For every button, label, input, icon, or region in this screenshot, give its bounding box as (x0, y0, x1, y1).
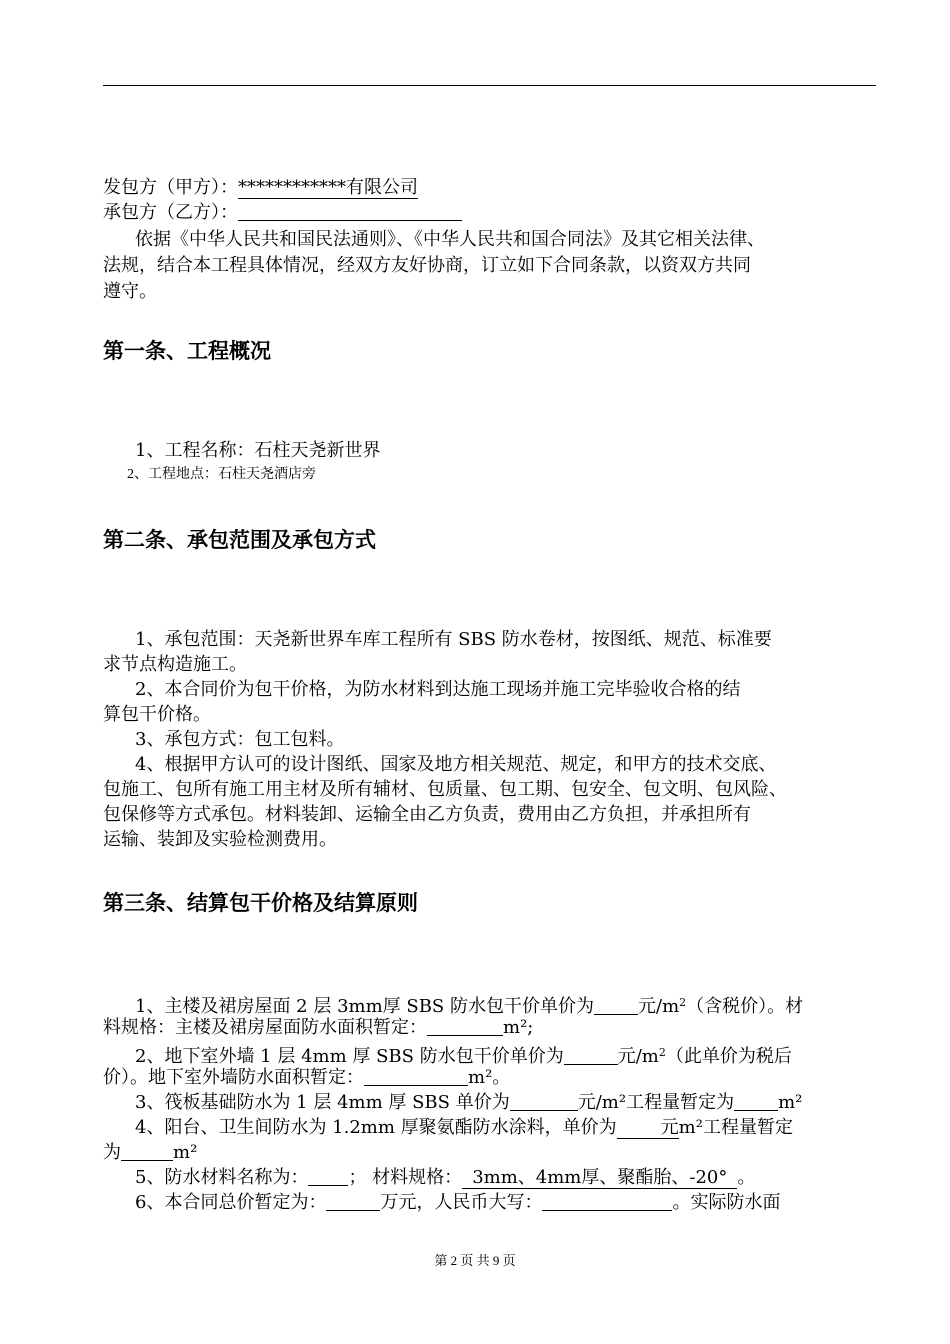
text: 元/m (638, 996, 680, 1017)
superscript: 2 (679, 996, 687, 1009)
text: 价）。地下室外墙防水面积暂定： (103, 1067, 364, 1088)
text: 1、主楼及裙房屋面 2 层 3mm厚 SBS 防水包干价单价为 (135, 996, 594, 1017)
price-type-line-2: 算包干价格。 (103, 704, 211, 725)
superscript: 2 (658, 1046, 666, 1059)
text: （此单价为税后 (665, 1046, 792, 1067)
blank (364, 1067, 468, 1086)
blank (510, 1092, 578, 1111)
text: 3、筏板基础防水为 1 层 4mm 厚 SBS 单价为 (135, 1092, 510, 1113)
scope-line-1: 1、承包范围：天尧新世界车库工程所有 SBS 防水卷材，按图纸、规范、标准要 (135, 629, 772, 650)
scope-line-2: 求节点构造施工。 (103, 654, 247, 675)
text: 料规格：主楼及裙房屋面防水面积暂定： (103, 1017, 427, 1038)
settlement-line-5 (135, 1091, 802, 1115)
text: ； 材料规格： (348, 1167, 463, 1188)
text: 2、地下室外墙 1 层 4mm 厚 SBS 防水包干价单价为 (135, 1046, 564, 1067)
text: 元/m (617, 1046, 659, 1067)
article-3-title: 第三条、结算包干价格及结算原则 (103, 891, 418, 915)
intro-line-3: 遵守。 (103, 281, 157, 302)
text: 。 (737, 1167, 756, 1188)
text: 5、防水材料名称为： (135, 1167, 309, 1188)
text: 6、本合同总价暂定为： (135, 1192, 327, 1213)
blank (564, 1046, 618, 1065)
article-1-title: 第一条、工程概况 (103, 339, 271, 363)
blank (594, 996, 638, 1015)
party-b-line (103, 201, 462, 225)
settlement-line-3 (135, 1041, 792, 1069)
project-name: 1、工程名称：石柱天尧新世界 (135, 440, 381, 461)
intro-line-1: 依据《中华人民共和国民法通则》、《中华人民共和国合同法》及其它相关法律、 (135, 229, 765, 250)
article-2-title: 第二条、承包范围及承包方式 (103, 528, 376, 552)
text: 。实际防水面 (672, 1192, 781, 1213)
blank (326, 1192, 380, 1211)
text: （含税价）。材 (686, 996, 804, 1017)
terms-line-4: 运输、装卸及实验检测费用。 (103, 829, 337, 850)
contract-mode: 3、承包方式：包工包料。 (135, 729, 345, 750)
terms-line-3: 包保修等方式承包。材料装卸、运输全由乙方负责，费用由乙方负担，并承担所有 (103, 804, 751, 825)
text: 为 (103, 1142, 121, 1163)
settlement-line-9 (135, 1191, 780, 1215)
party-a-label: 发包方（甲方）： (103, 177, 238, 198)
text: 4、阳台、卫生间防水为 1.2mm 厚聚氨酯防水涂料，单价为 (135, 1117, 617, 1138)
blank (542, 1192, 672, 1211)
blank (734, 1092, 778, 1111)
page-number: 第 2 页 共 9 页 (434, 1253, 516, 1268)
party-a-line (103, 176, 418, 200)
underlined-text: 元 (617, 1118, 679, 1139)
intro-line-2: 法规，结合本工程具体情况，经双方友好协商，订立如下合同条款，以资双方共同 (103, 255, 751, 276)
text: m² (778, 1092, 803, 1113)
settlement-line-6 (135, 1116, 793, 1140)
settlement-line-7 (103, 1141, 197, 1165)
settlement-line-1 (135, 991, 803, 1019)
blank (308, 1167, 348, 1186)
text: m²。 (468, 1067, 511, 1088)
settlement-line-4 (103, 1066, 510, 1090)
blank (121, 1142, 173, 1161)
party-b-label: 承包方（乙方）： (103, 202, 238, 223)
underlined-text: 3mm、4mm厚、聚酯胎、-20° (462, 1168, 737, 1189)
text: 元/m²工程量暂定为 (577, 1092, 735, 1113)
blank (427, 1017, 503, 1036)
settlement-line-8 (135, 1166, 755, 1190)
text: m²工程量暂定 (678, 1117, 793, 1138)
header-rule (103, 85, 876, 86)
text: 万元，人民币大写： (380, 1192, 543, 1213)
party-b-blank (238, 202, 462, 221)
text: m² (173, 1142, 198, 1163)
terms-line-1: 4、根据甲方认可的设计图纸、国家及地方相关规范、规定，和甲方的技术交底、 (135, 754, 777, 775)
price-type-line-1: 2、本合同价为包干价格，为防水材料到达施工现场并施工完毕验收合格的结 (135, 679, 741, 700)
party-a-value: ************有限公司 (238, 177, 418, 198)
settlement-line-2 (103, 1016, 533, 1040)
terms-line-2: 包施工、包所有施工用主材及所有辅材、包质量、包工期、包安全、包文明、包风险、 (103, 779, 787, 800)
text: m²; (503, 1017, 534, 1038)
project-location: 2、工程地点：石柱天尧酒店旁 (127, 467, 316, 482)
